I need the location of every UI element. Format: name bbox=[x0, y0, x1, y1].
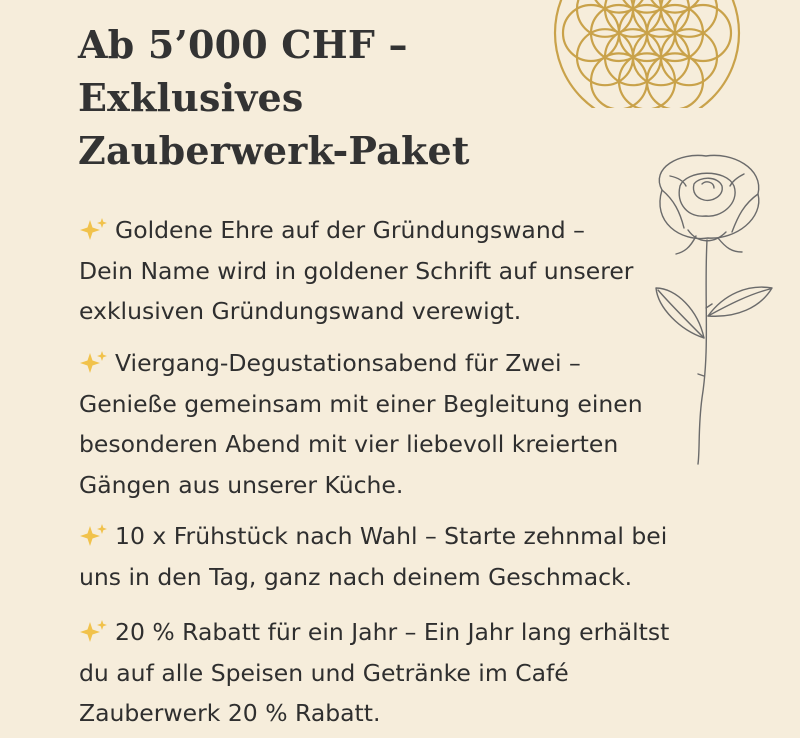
title-line-3: Zauberwerk-Paket bbox=[78, 128, 470, 173]
benefit-line: Dein Name wird in goldener Schrift auf unserer bbox=[79, 256, 634, 285]
benefit-item bbox=[79, 516, 667, 597]
benefit-line: Goldene Ehre auf der Gründungswand – bbox=[115, 216, 585, 244]
title-line-1: Ab 5’000 CHF – bbox=[78, 22, 408, 67]
benefit-line: du auf alle Speisen und Getränke im Café bbox=[79, 658, 569, 687]
rose-illustration bbox=[640, 148, 780, 468]
page-title bbox=[78, 18, 470, 177]
benefit-line: 20 % Rabatt für ein Jahr – Ein Jahr lang erhältst bbox=[115, 618, 670, 646]
benefit-line: 10 x Frühstück nach Wahl – Starte zehnmal bei bbox=[115, 522, 668, 550]
benefit-line: Viergang-Degustationsabend für Zwei – bbox=[115, 349, 581, 377]
benefit-line: Zauberwerk 20 % Rabatt. bbox=[79, 699, 381, 727]
benefit-line: exklusiven Gründungswand verewigt. bbox=[79, 297, 522, 325]
benefit-item bbox=[79, 343, 643, 505]
benefit-item bbox=[79, 210, 633, 332]
sparkles-icon bbox=[79, 619, 109, 643]
title-line-2: Exklusives bbox=[78, 75, 304, 120]
benefit-line: Genieße gemeinsam mit einer Begleitung einen bbox=[79, 389, 643, 418]
benefit-item bbox=[79, 612, 669, 734]
sparkles-icon bbox=[79, 523, 109, 547]
sparkles-icon bbox=[79, 217, 109, 241]
sparkles-icon bbox=[79, 350, 109, 374]
benefit-line: Gängen aus unserer Küche. bbox=[79, 470, 404, 499]
benefit-line: besonderen Abend mit vier liebevoll kreierten bbox=[79, 430, 619, 458]
benefit-line: uns in den Tag, ganz nach deinem Geschmack. bbox=[79, 562, 633, 591]
flower-of-life-icon bbox=[552, 0, 742, 108]
